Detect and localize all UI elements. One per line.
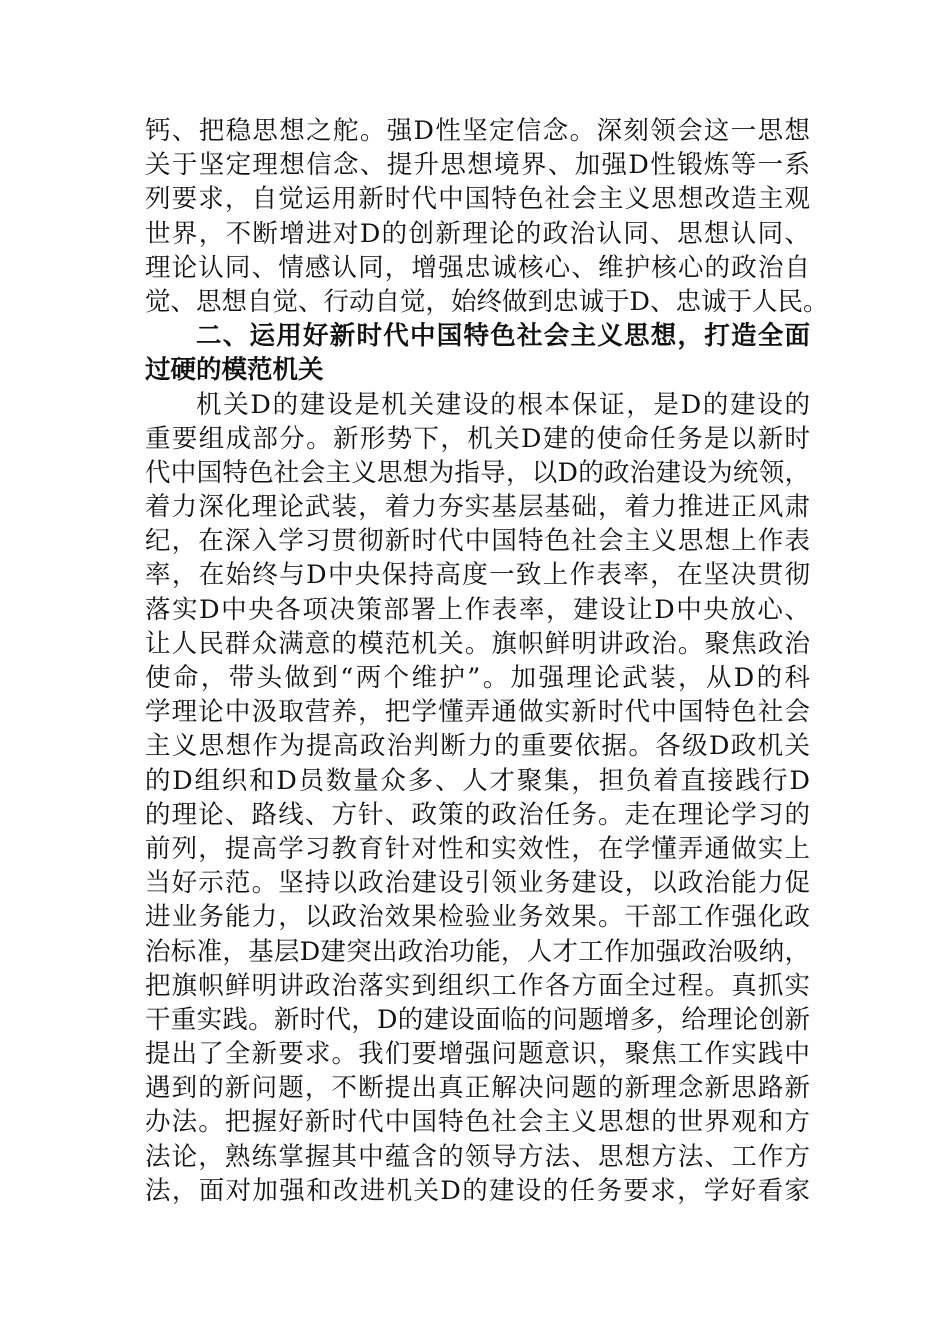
paragraph-line: 法论，熟练掌握其中蕴含的领导方法、思想方法、工作方: [145, 1141, 810, 1172]
paragraph-line: 觉、思想自觉、行动自觉，始终做到忠诚于D、忠诚于人民。: [145, 286, 829, 317]
paragraph-line: 关于坚定理想信念、提升思想境界、加强D性锻炼等一系: [145, 150, 810, 181]
paragraph-line: 机关D的建设是机关建设的根本保证，是D的建设的: [196, 389, 810, 420]
heading-line: 二、运用好新时代中国特色社会主义思想，打造全面: [196, 321, 810, 352]
paragraph-line: 代中国特色社会主义思想为指导，以D的政治建设为统领，: [145, 457, 810, 488]
paragraph-line: 干重实践。新时代，D的建设面临的问题增多，给理论创新: [145, 1004, 810, 1035]
paragraph-line: 把旗帜鲜明讲政治落实到组织工作各方面全过程。真抓实: [145, 970, 810, 1001]
paragraph-line: 遇到的新问题，不断提出真正解决问题的新理念新思路新: [145, 1073, 810, 1104]
paragraph-line: 重要组成部分。新形势下，机关D建的使命任务是以新时: [145, 423, 810, 454]
paragraph-line: 让人民群众满意的模范机关。旗帜鲜明讲政治。聚焦政治: [145, 628, 810, 659]
paragraph-line: 法，面对加强和改进机关D的建设的任务要求，学好看家: [145, 1175, 810, 1206]
paragraph-line: 办法。把握好新时代中国特色社会主义思想的世界观和方: [145, 1107, 810, 1138]
section-heading: [145, 319, 810, 387]
paragraph-line: 学理论中汲取营养，把学懂弄通做实新时代中国特色社会: [145, 697, 810, 728]
paragraph-line: 理论认同、情感认同，增强忠诚核心、维护核心的政治自: [145, 252, 810, 283]
paragraph-line: 前列，提高学习教育针对性和实效性，在学懂弄通做实上: [145, 833, 810, 864]
paragraph-line: 纪，在深入学习贯彻新时代中国特色社会主义思想上作表: [145, 526, 810, 557]
paragraph-line: 着力深化理论武装，着力夯实基层基础，着力推进正风肃: [145, 492, 810, 523]
paragraph-line: 的D组织和D员数量众多、人才聚集，担负着直接践行D: [145, 765, 810, 796]
paragraph-line: 提出了全新要求。我们要增强问题意识，聚焦工作实践中: [145, 1039, 810, 1070]
heading-line: 过硬的模范机关: [145, 355, 324, 386]
paragraph-line: 使命，带头做到“两个维护”。加强理论武装，从D的科: [145, 663, 810, 693]
paragraph-line: 世界，不断增进对D的创新理论的政治认同、思想认同、: [145, 218, 810, 249]
document-body: [145, 114, 829, 1208]
paragraph-continuation: [145, 114, 829, 319]
paragraph-line: 钙、把稳思想之舵。强D性坚定信念。深刻领会这一思想: [145, 116, 810, 146]
paragraph-line: 列要求，自觉运用新时代中国特色社会主义思想改造主观: [145, 184, 810, 215]
paragraph-line: 进业务能力，以政治效果检验业务效果。干部工作强化政: [145, 902, 810, 933]
paragraph-line: 主义思想作为提高政治判断力的重要依据。各级D政机关: [145, 731, 810, 762]
paragraph-line: 当好示范。坚持以政治建设引领业务建设，以政治能力促: [145, 868, 810, 899]
paragraph-line: 落实D中央各项决策部署上作表率，建设让D中央放心、: [145, 594, 810, 625]
body-paragraph: [145, 388, 810, 1209]
paragraph-line: 的理论、路线、方针、政策的政治任务。走在理论学习的: [145, 799, 810, 830]
paragraph-line: 治标准，基层D建突出政治功能，人才工作加强政治吸纳，: [145, 936, 810, 967]
paragraph-line: 率，在始终与D中央保持高度一致上作表率，在坚决贯彻: [145, 560, 810, 591]
